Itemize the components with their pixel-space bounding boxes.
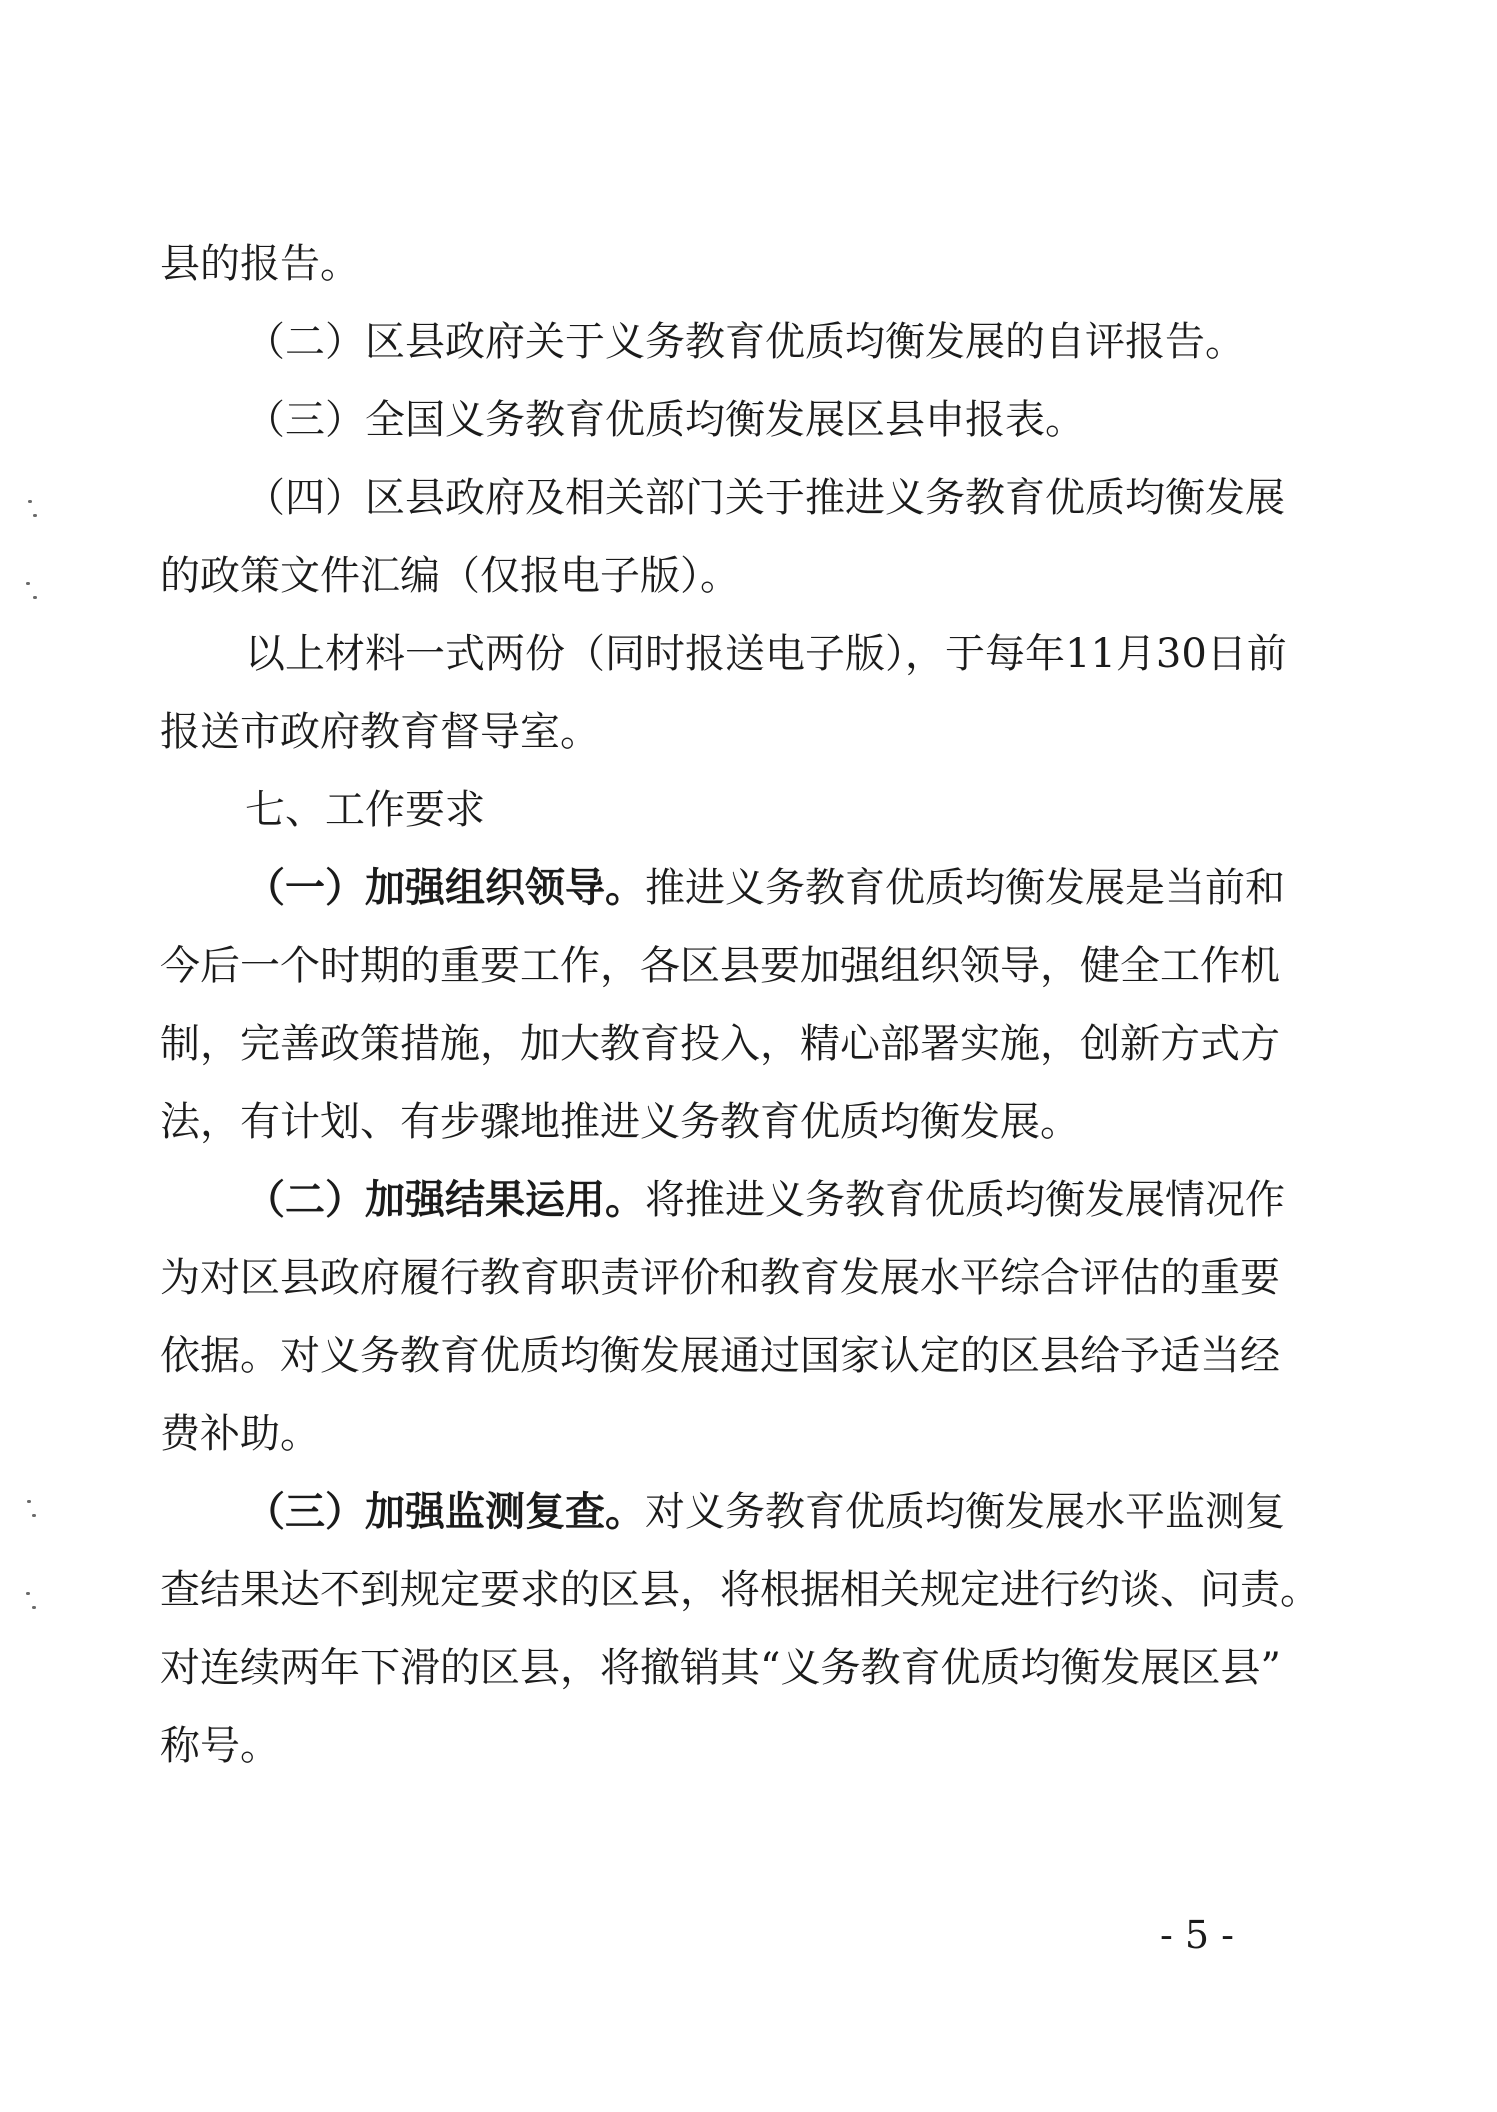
text-line-13: （二）加强结果运用。将推进义务教育优质均衡发展情况作 [245, 1176, 1285, 1223]
scan-speck [33, 514, 37, 517]
text-line-9: （一）加强组织领导。推进义务教育优质均衡发展是当前和 [245, 864, 1285, 911]
page-number: - 5 - [1160, 1913, 1235, 1957]
text-line-16: 费补助。 [160, 1411, 320, 1457]
text-line-19: 对连续两年下滑的区县，将撤销其“义务教育优质均衡发展区县” [160, 1645, 1281, 1691]
text-line-1: 县的报告。 [160, 241, 360, 287]
section-heading: 七、工作要求 [245, 787, 485, 833]
text-line-4: （四）区县政府及相关部门关于推进义务教育优质均衡发展 [245, 475, 1285, 521]
text-line-15: 依据。对义务教育优质均衡发展通过国家认定的区县给予适当经 [160, 1333, 1280, 1379]
scan-speck [33, 596, 37, 599]
subheading-results: （二）加强结果运用。 [245, 1176, 645, 1223]
text-line-2: （二）区县政府关于义务教育优质均衡发展的自评报告。 [245, 319, 1245, 365]
subheading-monitoring: （三）加强监测复查。 [245, 1488, 645, 1535]
scan-speck [32, 1514, 36, 1517]
text-line-10: 今后一个时期的重要工作，各区县要加强组织领导，健全工作机 [160, 943, 1280, 989]
scan-speck [28, 500, 32, 503]
text-line-7: 报送市政府教育督导室。 [160, 709, 600, 755]
text-line-5: 的政策文件汇编（仅报电子版）。 [160, 553, 740, 599]
text-line-14: 为对区县政府履行教育职责评价和教育发展水平综合评估的重要 [160, 1255, 1280, 1301]
text-line-17: （三）加强监测复查。对义务教育优质均衡发展水平监测复 [245, 1488, 1285, 1535]
text-line-11: 制，完善政策措施，加大教育投入，精心部署实施，创新方式方 [160, 1021, 1280, 1067]
text-line-18: 查结果达不到规定要求的区县，将根据相关规定进行约谈、问责。 [160, 1567, 1320, 1613]
text-line-6: 以上材料一式两份（同时报送电子版），于每年11月30日前 [245, 631, 1287, 677]
scan-speck [26, 582, 30, 585]
text-line-20: 称号。 [160, 1723, 280, 1769]
scan-speck [27, 1500, 31, 1503]
scan-speck [32, 1606, 36, 1609]
subheading-organization: （一）加强组织领导。 [245, 864, 645, 911]
text-line-3: （三）全国义务教育优质均衡发展区县申报表。 [245, 397, 1085, 443]
scan-speck [26, 1592, 30, 1595]
text-line-12: 法，有计划、有步骤地推进义务教育优质均衡发展。 [160, 1099, 1080, 1145]
